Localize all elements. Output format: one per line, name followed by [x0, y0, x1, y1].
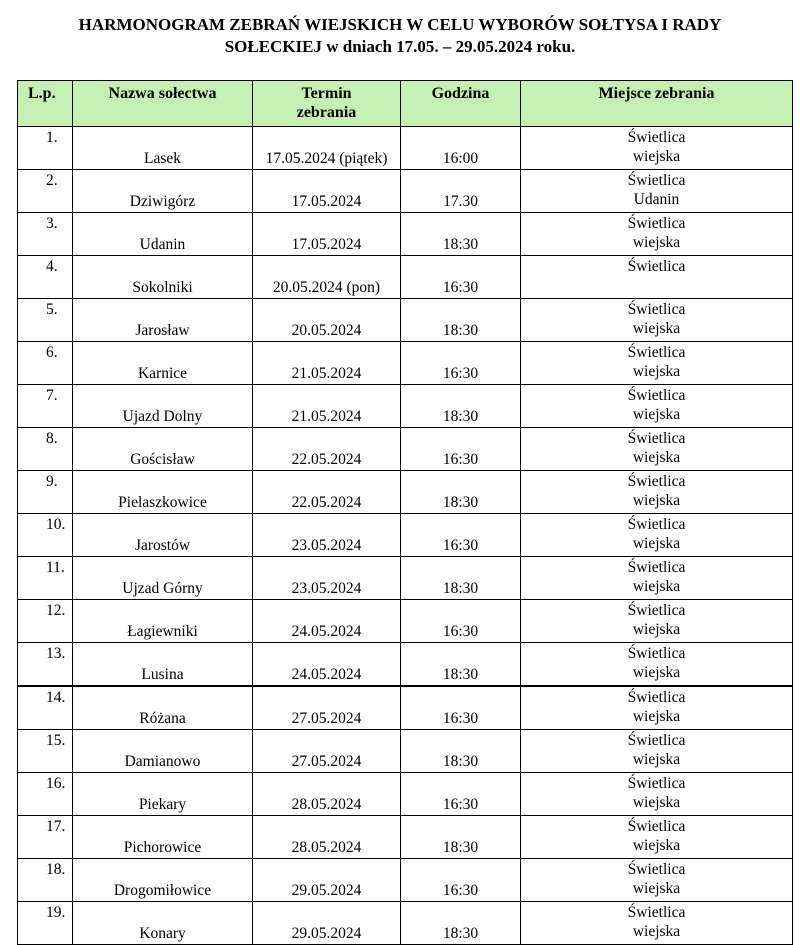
village-name: Konary: [73, 902, 253, 945]
meeting-date: 17.05.2024 (piątek): [253, 127, 401, 170]
title-line-1: HARMONOGRAM ZEBRAŃ WIEJSKICH W CELU WYBORÓW SOŁTYSA I RADY: [78, 15, 722, 34]
header-place: Miejsce zebrania: [521, 81, 793, 127]
meeting-date: 28.05.2024: [253, 816, 401, 859]
village-name: Pielaszkowice: [73, 471, 253, 514]
meeting-place-line-2: wiejska: [632, 234, 681, 251]
table-row: [18, 773, 793, 816]
meeting-place-line-1: Świetlica: [627, 516, 686, 533]
row-number: 13.: [18, 643, 73, 687]
village-name: Lasek: [73, 127, 253, 170]
village-name: Drogomiłowice: [73, 859, 253, 902]
meeting-place: [521, 773, 793, 816]
table-row: [18, 816, 793, 859]
meeting-place-line-2: wiejska: [632, 535, 681, 552]
table-row: [18, 859, 793, 902]
meeting-place: [521, 514, 793, 557]
header-name: Nazwa sołectwa: [73, 81, 253, 127]
meeting-place-line-2: wiejska: [632, 751, 681, 768]
meeting-time: 16:30: [401, 600, 521, 643]
table-row: [18, 299, 793, 342]
meeting-date: 20.05.2024: [253, 299, 401, 342]
meeting-place-line-1: Świetlica: [627, 775, 686, 792]
row-number: 10.: [18, 514, 73, 557]
meeting-place: [521, 342, 793, 385]
row-number: 6.: [18, 342, 73, 385]
meeting-place: [521, 256, 793, 299]
meeting-place-line-1: Świetlica: [627, 387, 686, 404]
village-name: Różana: [73, 686, 253, 730]
meeting-time: 16:30: [401, 428, 521, 471]
meeting-place: [521, 385, 793, 428]
meeting-place: [521, 902, 793, 945]
meeting-date: 23.05.2024: [253, 557, 401, 600]
row-number: 4.: [18, 256, 73, 299]
row-number: 3.: [18, 213, 73, 256]
meeting-time: 18:30: [401, 299, 521, 342]
meeting-place-line-1: Świetlica: [627, 689, 686, 706]
meeting-place-line-1: Świetlica: [627, 818, 686, 835]
meeting-place: [521, 859, 793, 902]
meeting-place-line-1: Świetlica: [627, 172, 686, 189]
table-row: [18, 600, 793, 643]
meeting-place: [521, 730, 793, 773]
table-row: [18, 643, 793, 687]
meeting-place-line-1: Świetlica: [627, 559, 686, 576]
row-number: 17.: [18, 816, 73, 859]
meeting-place-line-1: Świetlica: [627, 602, 686, 619]
row-number: 19.: [18, 902, 73, 945]
header-date-line-2: zebrania: [296, 104, 357, 121]
row-number: 5.: [18, 299, 73, 342]
meeting-date: 17.05.2024: [253, 213, 401, 256]
meeting-place-line-1: Świetlica: [627, 732, 686, 749]
meeting-time: 17.30: [401, 170, 521, 213]
meeting-place: [521, 213, 793, 256]
header-date: [253, 81, 401, 127]
village-name: Ujazd Dolny: [73, 385, 253, 428]
meeting-time: 18:30: [401, 471, 521, 514]
village-name: Dziwigórz: [73, 170, 253, 213]
meeting-time: 18:30: [401, 557, 521, 600]
meeting-place-line-2: wiejska: [632, 320, 681, 337]
table-row: [18, 385, 793, 428]
meeting-place: [521, 428, 793, 471]
meeting-place-line-2: wiejska: [632, 664, 681, 681]
meeting-place-line-1: Świetlica: [627, 129, 686, 146]
meeting-time: 16:30: [401, 256, 521, 299]
meeting-date: 29.05.2024: [253, 859, 401, 902]
row-number: 7.: [18, 385, 73, 428]
title-line-2: SOŁECKIEJ w dniach 17.05. – 29.05.2024 roku.: [224, 37, 576, 56]
meeting-time: 18:30: [401, 213, 521, 256]
meeting-date: 21.05.2024: [253, 385, 401, 428]
meeting-time: 16:30: [401, 514, 521, 557]
village-name: Gościsław: [73, 428, 253, 471]
meeting-place-line-2: wiejska: [632, 406, 681, 423]
village-name: Jarostów: [73, 514, 253, 557]
table-row: [18, 686, 793, 730]
meeting-place: [521, 643, 793, 687]
meeting-time: 16:00: [401, 127, 521, 170]
meeting-time: 18:30: [401, 730, 521, 773]
meeting-place: [521, 557, 793, 600]
meeting-place-line-1: Świetlica: [627, 645, 686, 662]
document-title: [0, 14, 800, 58]
village-name: Damianowo: [73, 730, 253, 773]
meeting-place-line-1: Świetlica: [627, 430, 686, 447]
meeting-date: 22.05.2024: [253, 428, 401, 471]
meeting-date: 23.05.2024: [253, 514, 401, 557]
meeting-place-line-2: wiejska: [632, 880, 681, 897]
header-date-line-1: Termin: [301, 85, 352, 102]
meeting-place-line-1: Świetlica: [627, 258, 686, 275]
village-name: Lusina: [73, 643, 253, 687]
meeting-place: [521, 600, 793, 643]
meeting-place: [521, 816, 793, 859]
meeting-place-line-2: wiejska: [632, 621, 681, 638]
meeting-date: 29.05.2024: [253, 902, 401, 945]
meeting-place-line-2: wiejska: [632, 492, 681, 509]
village-name: Jarosław: [73, 299, 253, 342]
meeting-place-line-2: wiejska: [632, 363, 681, 380]
row-number: 11.: [18, 557, 73, 600]
village-name: Udanin: [73, 213, 253, 256]
meeting-date: 24.05.2024: [253, 600, 401, 643]
village-name: Piekary: [73, 773, 253, 816]
meeting-time: 18:30: [401, 385, 521, 428]
table-body: [18, 127, 793, 945]
table-header-row: [18, 81, 793, 127]
table-row: [18, 127, 793, 170]
meeting-place: [521, 170, 793, 213]
row-number: 15.: [18, 730, 73, 773]
row-number: 14.: [18, 686, 73, 730]
table-row: [18, 342, 793, 385]
meeting-date: 27.05.2024: [253, 686, 401, 730]
meeting-time: 18:30: [401, 643, 521, 687]
village-name: Sokolniki: [73, 256, 253, 299]
village-name: Pichorowice: [73, 816, 253, 859]
table-row: [18, 170, 793, 213]
header-lp: L.p.: [18, 81, 73, 127]
table-row: [18, 902, 793, 945]
village-name: Łagiewniki: [73, 600, 253, 643]
meeting-place-line-1: Świetlica: [627, 861, 686, 878]
meeting-place-line-2: wiejska: [632, 449, 681, 466]
meeting-date: 28.05.2024: [253, 773, 401, 816]
village-name: Ujzad Górny: [73, 557, 253, 600]
row-number: 18.: [18, 859, 73, 902]
meeting-time: 18:30: [401, 902, 521, 945]
meeting-date: 17.05.2024: [253, 170, 401, 213]
meeting-place-line-2: wiejska: [632, 708, 681, 725]
meeting-date: 24.05.2024: [253, 643, 401, 687]
row-number: 2.: [18, 170, 73, 213]
table-row: [18, 213, 793, 256]
meeting-place: [521, 127, 793, 170]
table-row: [18, 471, 793, 514]
meeting-time: 16:30: [401, 342, 521, 385]
meeting-place-line-2: wiejska: [632, 923, 681, 940]
row-number: 16.: [18, 773, 73, 816]
meeting-date: 20.05.2024 (pon): [253, 256, 401, 299]
meeting-place-line-1: Świetlica: [627, 301, 686, 318]
village-name: Karnice: [73, 342, 253, 385]
meeting-place: [521, 686, 793, 730]
table-row: [18, 256, 793, 299]
meeting-place-line-1: Świetlica: [627, 473, 686, 490]
meeting-time: 16:30: [401, 773, 521, 816]
table-row: [18, 514, 793, 557]
meeting-date: 27.05.2024: [253, 730, 401, 773]
meeting-place-line-2: wiejska: [632, 837, 681, 854]
meeting-place-line-2: wiejska: [632, 794, 681, 811]
meeting-place: [521, 471, 793, 514]
meeting-place-line-2: wiejska: [632, 578, 681, 595]
meeting-date: 22.05.2024: [253, 471, 401, 514]
meeting-date: 21.05.2024: [253, 342, 401, 385]
meeting-place-line-1: Świetlica: [627, 215, 686, 232]
row-number: 8.: [18, 428, 73, 471]
row-number: 1.: [18, 127, 73, 170]
meeting-time: 16:30: [401, 686, 521, 730]
schedule-table: [17, 80, 793, 945]
meeting-time: 18:30: [401, 816, 521, 859]
table-row: [18, 557, 793, 600]
meeting-place-line-1: Świetlica: [627, 904, 686, 921]
row-number: 9.: [18, 471, 73, 514]
meeting-place: [521, 299, 793, 342]
meeting-time: 16:30: [401, 859, 521, 902]
meeting-place-line-1: Świetlica: [627, 344, 686, 361]
row-number: 12.: [18, 600, 73, 643]
meeting-place-line-2: wiejska: [632, 148, 681, 165]
meeting-place-line-2: Udanin: [633, 191, 680, 208]
table-row: [18, 428, 793, 471]
table-row: [18, 730, 793, 773]
header-time: Godzina: [401, 81, 521, 127]
